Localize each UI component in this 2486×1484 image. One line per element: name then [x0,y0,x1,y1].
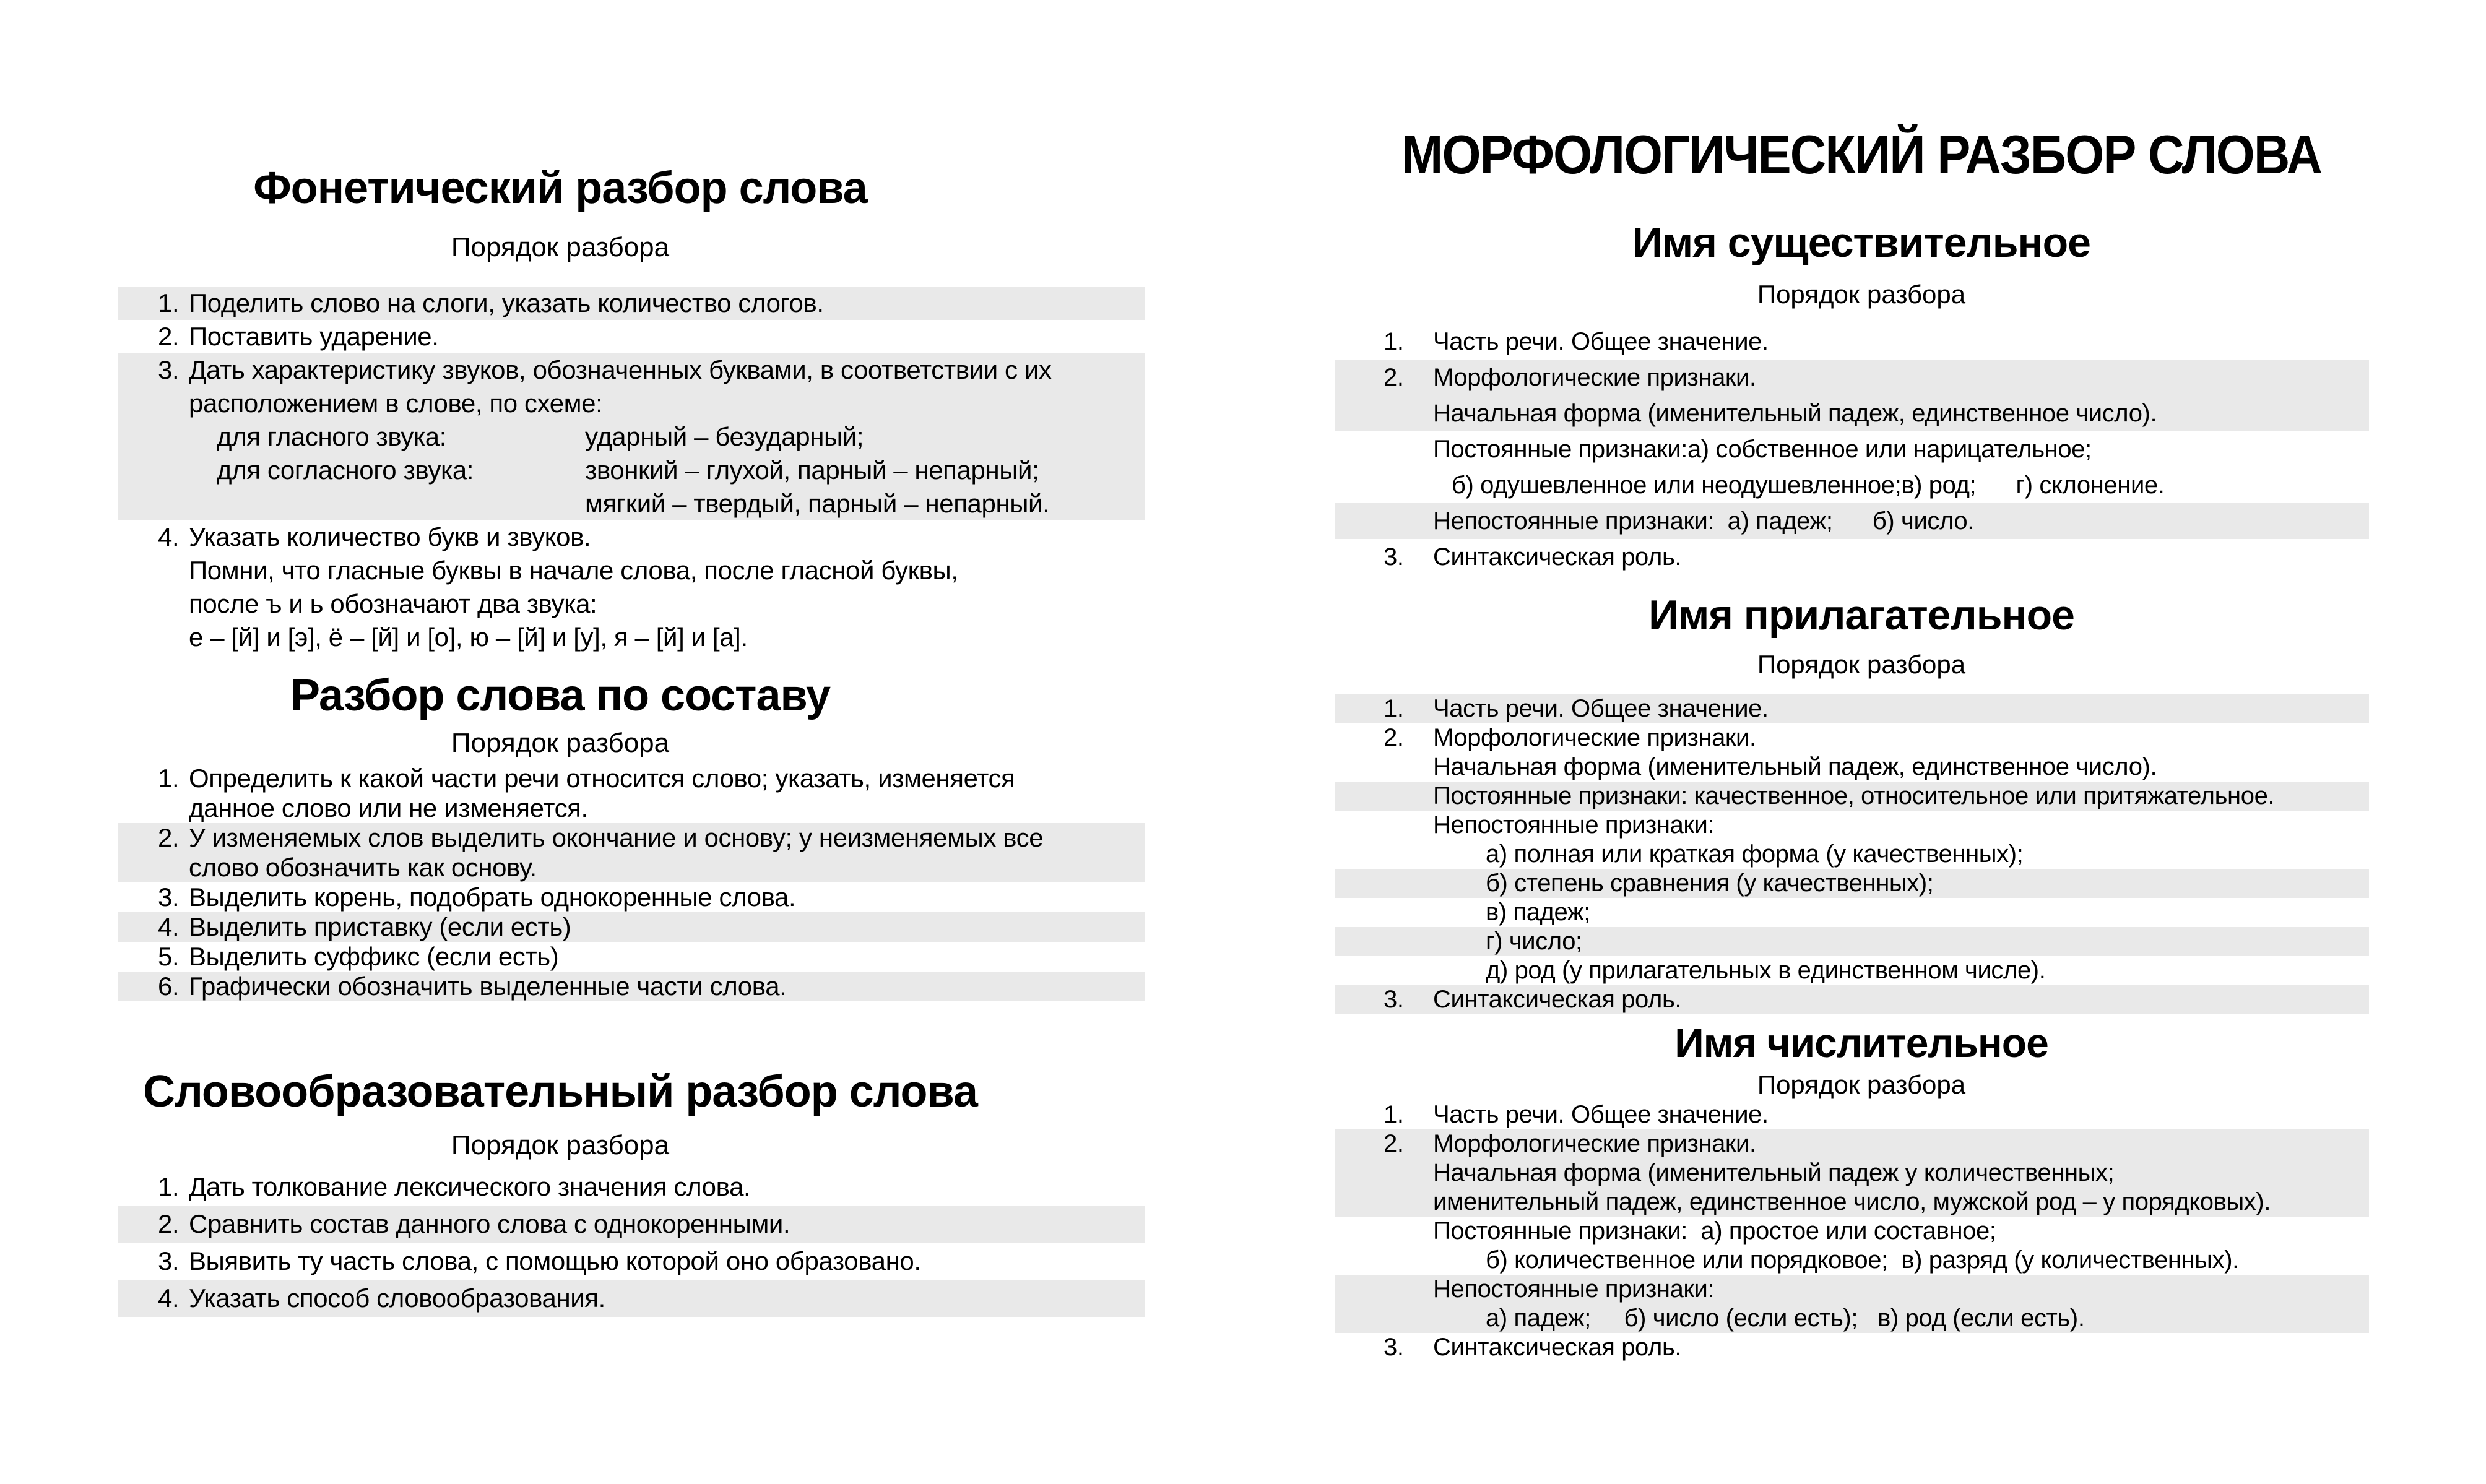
item-text: Графически обозначить выделенные части слова. [189,972,787,1001]
list-row [1335,811,2369,840]
list-item [118,287,1145,320]
section-title: Разбор слова по составу [290,671,830,720]
row-text: Синтаксическая роль. [1433,986,1682,1013]
item-number: 2. [158,823,180,852]
item-line [118,587,1145,621]
item-line [118,621,1145,654]
section-subtitle: Порядок разбора [1757,280,1966,309]
list-row [1335,869,2369,898]
item-number: 4. [158,1283,180,1313]
item-text: Поделить слово на слоги, указать количество слогов. [189,288,824,317]
list-row [1335,1129,2369,1158]
section-subtitle: Порядок разбора [451,1130,670,1160]
composition-section [118,670,1164,1001]
item-number: 1. [158,1172,180,1201]
list-item [118,353,1145,520]
item-text: У изменяемых слов выделить окончание и основу; у неизменяемых все [189,823,1044,852]
list-item [118,764,1145,823]
row-text: Часть речи. Общее значение. [1433,695,1769,722]
list-row [1335,324,2369,360]
list-row [1335,782,2369,811]
section-title: Имя числительное [1674,1020,2048,1066]
item-text: Сравнить состав данного слова с однокоренными. [189,1209,790,1238]
scheme-value: ударный – безударный; [585,422,864,451]
row-text: Синтаксическая роль. [1433,543,1682,571]
item-line [118,1168,1145,1206]
item-text: Помни, что гласные буквы в начале слова, после гласной буквы, [189,556,958,585]
list-row [1335,431,2369,467]
item-line [118,882,1145,912]
item-line [118,853,1145,882]
section-title: Имя прилагательное [1648,592,2074,639]
scheme-value: мягкий – твердый, парный – непарный. [585,489,1050,518]
list-item [118,972,1145,1001]
scheme-row [118,487,1145,520]
item-number: 1. [1384,328,1404,355]
ordered-list [118,1168,1145,1317]
item-number: 6. [158,972,180,1001]
item-number: 3. [1384,1334,1404,1361]
list-row [1335,985,2369,1014]
section-subtitle: Порядок разбора [451,728,670,758]
row-text: а) падеж; б) число (если есть); в) род (если есть). [1486,1305,2085,1332]
row-text: Синтаксическая роль. [1433,1334,1682,1361]
section-title: Словообразовательный разбор слова [143,1067,977,1116]
row-text: в) падеж; [1486,899,1590,926]
list-item [118,320,1145,353]
item-number: 1. [1384,695,1404,722]
item-line [118,793,1145,823]
ordered-list [118,764,1145,1001]
item-line [118,823,1145,853]
row-text: г) число; [1486,928,1582,955]
item-line [118,942,1145,972]
list-row [1335,956,2369,985]
scheme-label: для гласного звука: [217,422,447,451]
item-line [118,287,1145,320]
item-text: Выделить суффикс (если есть) [189,942,559,971]
item-text: е – [й] и [э], ё – [й] и [о], ю – [й] и [у], я – [й] и [а]. [189,623,748,652]
row-text: Начальная форма (именительный падеж у количественных; [1433,1159,2115,1186]
list-row [1335,395,2369,431]
row-text: Часть речи. Общее значение. [1433,1101,1769,1128]
list-row [1335,1158,2369,1188]
item-number: 3. [1384,543,1404,571]
row-text: Морфологические признаки. [1433,364,1756,391]
item-number: 3. [158,355,180,384]
row-text: б) одушевленное или неодушевленное;в) род; г) склонение. [1452,472,2165,499]
list-row [1335,927,2369,956]
item-number: 3. [158,1246,180,1275]
row-text: б) степень сравнения (у качественных); [1486,869,1934,897]
list-item [118,1280,1145,1317]
row-text: б) количественное или порядковое; в) разряд (у количественных). [1486,1246,2239,1274]
row-text: Непостоянные признаки: [1433,1275,1715,1303]
list-item [118,823,1145,882]
list-row [1335,694,2369,723]
item-line [118,353,1145,387]
row-text: а) полная или краткая форма (у качественных); [1486,840,2024,868]
right-column [1335,0,2388,1484]
item-line [118,520,1145,554]
item-number: 1. [1384,1101,1404,1128]
ordered-list [1335,324,2369,575]
adjective-section [1335,589,2388,1014]
scheme-value: звонкий – глухой, парный – непарный; [585,455,1039,485]
item-line [118,554,1145,587]
list-item [118,882,1145,912]
section-title: Имя существительное [1632,219,2090,266]
item-text: Определить к какой части речи относится слово; указать, изменяется [189,764,1015,793]
list-row [1335,539,2369,575]
item-text: Указать количество букв и звуков. [189,522,591,551]
row-text: именительный падеж, единственное число, мужской род – у порядковых). [1433,1188,2271,1215]
row-text: Начальная форма (именительный падеж, единственное число). [1433,753,2157,780]
row-text: Морфологические признаки. [1433,1130,1756,1157]
left-column [118,0,1164,1484]
section-subtitle: Порядок разбора [451,232,670,262]
section-title: Фонетический разбор слова [253,163,867,213]
item-text: после ъ и ь обозначают два звука: [189,589,597,618]
list-row [1335,1188,2369,1217]
list-row [1335,1246,2369,1275]
row-text: Морфологические признаки. [1433,724,1756,751]
noun-section [1335,217,2388,575]
item-line [118,764,1145,793]
phonetic-section [118,162,1164,654]
item-number: 2. [158,322,180,351]
item-text: Выделить корень, подобрать однокоренные слова. [189,882,796,912]
section-subtitle: Порядок разбора [1757,650,1966,679]
row-text: Непостоянные признаки: [1433,811,1715,839]
main-title: МОРФОЛОГИЧЕСКИЙ РАЗБОР СЛОВА [1401,124,2322,185]
ordered-list [1335,1100,2369,1362]
item-number: 2. [1384,724,1404,751]
ordered-list [1335,694,2369,1014]
scheme-label: для согласного звука: [217,455,474,485]
item-number: 3. [158,882,180,912]
item-line [118,912,1145,942]
item-text: Дать характеристику звуков, обозначенных буквами, в соответствии с их [189,355,1052,384]
derivational-section [118,1066,1164,1317]
row-text: Постоянные признаки: качественное, относительное или притяжательное. [1433,782,2275,809]
list-row [1335,1333,2369,1362]
item-number: 2. [1384,364,1404,391]
list-row [1335,898,2369,927]
scheme-row [118,420,1145,454]
list-row [1335,1100,2369,1129]
row-text: д) род (у прилагательных в единственном числе). [1486,957,2046,984]
list-item [118,1206,1145,1243]
item-number: 1. [158,288,180,317]
item-text: расположением в слове, по схеме: [189,389,603,418]
item-text: Дать толкование лексического значения слова. [189,1172,751,1201]
list-row [1335,1217,2369,1246]
item-number: 2. [1384,1130,1404,1157]
row-text: Постоянные признаки:а) собственное или нарицательное; [1433,436,2092,463]
scheme-row [118,454,1145,487]
list-item [118,942,1145,972]
item-text: Поставить ударение. [189,322,439,351]
list-row [1335,1275,2369,1304]
item-line [118,972,1145,1001]
item-text: Выделить приставку (если есть) [189,912,571,941]
row-text: Часть речи. Общее значение. [1433,328,1769,355]
item-number: 2. [158,1209,180,1238]
item-number: 3. [1384,986,1404,1013]
item-number: 4. [158,912,180,941]
list-item [118,1243,1145,1280]
ordered-list [118,287,1145,654]
list-row [1335,840,2369,869]
list-item [118,912,1145,942]
item-line [118,1206,1145,1243]
item-line [118,320,1145,353]
row-text: Непостоянные признаки: а) падеж; б) число. [1433,507,1974,535]
item-number: 4. [158,522,180,551]
numeral-section [1335,1018,2388,1362]
item-text: слово обозначить как основу. [189,853,537,882]
section-subtitle: Порядок разбора [1757,1070,1966,1099]
item-text: данное слово или не изменяется. [189,793,588,822]
list-item [118,1168,1145,1206]
item-number: 5. [158,942,180,971]
item-text: Указать способ словообразования. [189,1283,605,1313]
list-row [1335,1304,2369,1333]
item-number: 1. [158,764,180,793]
list-row [1335,467,2369,503]
list-row [1335,753,2369,782]
row-text: Начальная форма (именительный падеж, единственное число). [1433,400,2157,427]
item-line [118,1243,1145,1280]
list-row [1335,503,2369,539]
row-text: Постоянные признаки: а) простое или составное; [1433,1217,1996,1245]
list-item [118,520,1145,654]
list-row [1335,360,2369,395]
item-line [118,1280,1145,1317]
item-text: Выявить ту часть слова, с помощью которой оно образовано. [189,1246,921,1275]
item-line [118,387,1145,420]
list-row [1335,723,2369,753]
